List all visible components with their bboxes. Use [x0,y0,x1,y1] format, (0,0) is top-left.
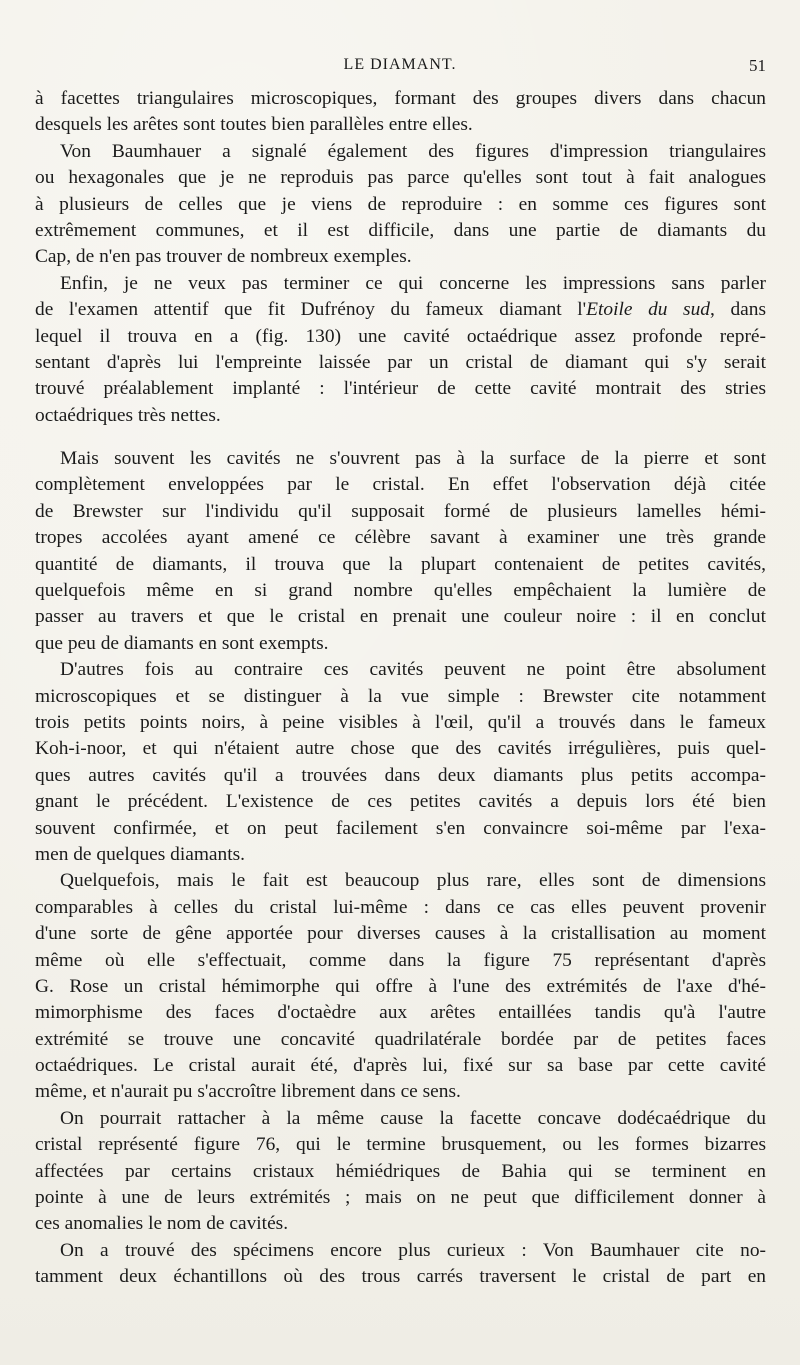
text-line: desquels les arêtes sont toutes bien parallèles entre elles. [35,114,473,136]
text-line: D'autres fois au contraire ces cavités peuvent ne point être absolument [60,659,766,681]
text-line: Cap, de n'en pas trouver de nombreux exemples. [35,246,412,268]
text-line: On a trouvé des spécimens encore plus curieux : Von Baumhauer cite no- [60,1239,766,1261]
text-line: à facettes triangulaires microscopiques, formant des groupes divers dans chacun [35,88,766,109]
text-line: souvent confirmée, et on peut facilement s'en convaincre soi-même par l'exa- [35,817,766,839]
text-line: ques autres cavités qu'il a trouvées dans deux diamants plus petits accompa- [35,764,766,786]
running-title: LE DIAMANT. [343,56,457,73]
text-line: même, et n'aurait pu s'accroître librement dans ce sens. [35,1081,461,1103]
text-line: de Brewster sur l'individu qu'il supposait formé de plusieurs lamelles hémi- [35,500,766,522]
text-line: comparables à celles du cristal lui-même : dans ce cas elles peuvent provenir [35,896,766,918]
text-line: ces anomalies le nom de cavités. [35,1213,289,1235]
text-line: microscopiques et se distinguer à la vue simple : Brewster cite notamment [35,685,766,707]
text-line: gnant le précédent. L'existence de ces petites cavités a depuis lors été bien [35,791,766,813]
text-line: tropes accolées ayant amené ce célèbre savant à examiner une très grande [35,527,766,549]
text-line: quantité de diamants, il trouva que la plupart contenaient de petites cavités, [35,553,766,575]
text-line: passer au travers et que le cristal en prenait une couleur noire : il en conclut [35,606,766,628]
text-line: tamment deux échantillons où des trous carrés traversent le cristal de part en [35,1266,766,1288]
text-line: que peu de diamants en sont exempts. [35,632,329,654]
text-line: extrêmement communes, et il est difficile, dans une partie de diamants du [35,219,766,241]
text-line: Mais souvent les cavités ne s'ouvrent pas à la surface de la pierre et sont [60,448,766,470]
text-fragment: , dans [710,299,766,321]
text-line: même où elle s'effectuait, comme dans la figure 75 représentant d'après [35,949,766,971]
text-line [35,297,766,323]
text-line: ou hexagonales que je ne reproduis pas parce qu'elles sont tout à fait analogues [35,167,766,189]
text-line: octaédriques très nettes. [35,404,221,426]
text-line: mimorphisme des faces d'octaèdre aux arêtes entaillées tandis qu'à l'autre [35,1002,766,1024]
text-line: cristal représenté figure 76, qui le termine brusquement, ou les formes bizarres [35,1134,766,1156]
italic-star-name: Etoile du sud [586,299,710,321]
running-head [0,56,800,82]
text-line: extrémité se trouve une concavité quadrilatérale bordée par de petites faces [35,1028,766,1050]
text-line: quelquefois même en si grand nombre qu'elles empêchaient la lumière de [35,580,766,602]
text-line: pointe à une de leurs extrémités ; mais on ne peut que difficilement donner à [35,1187,766,1209]
page-number: 51 [749,56,766,75]
text-line: On pourrait rattacher à la même cause la facette concave dodécaédrique du [60,1107,766,1129]
text-fragment: de l'examen attentif que fit Dufrénoy du fameux diamant l' [35,299,587,321]
text-line: d'une sorte de gêne apportée pour diverses causes à la cristallisation au moment [35,923,766,945]
text-line: Quelquefois, mais le fait est beaucoup plus rare, elles sont de dimensions [60,870,766,892]
text-line: affectées par certains cristaux hémiédriques de Bahia qui se terminent en [35,1160,766,1182]
text-line: Koh-i-noor, et qui n'étaient autre chose que des cavités irrégulières, puis quel- [35,738,766,760]
text-line: men de quelques diamants. [35,843,246,865]
text-line: Von Baumhauer a signalé également des figures d'impression triangulaires [60,140,766,162]
body-text [35,86,766,1291]
text-line: trouvé préalablement implanté : l'intérieur de cette cavité montrait des stries [35,378,766,400]
text-line: à plusieurs de celles que je viens de reproduire : en somme ces figures sont [35,193,766,215]
text-line: trois petits points noirs, à peine visibles à l'œil, qu'il a trouvés dans le fameux [35,711,766,733]
text-line: G. Rose un cristal hémimorphe qui offre à l'une des extrémités de l'axe d'hé- [35,975,766,997]
text-line: lequel il trouva en a (fig. 130) une cavité octaédrique assez profonde repré- [35,325,766,347]
text-line: complètement enveloppées par le cristal. En effet l'observation déjà citée [35,474,766,496]
text-line: sentant d'après lui l'empreinte laissée par un cristal de diamant qui s'y serait [35,351,766,373]
text-line: Enfin, je ne veux pas terminer ce qui concerne les impressions sans parler [60,272,766,294]
text-line: octaédriques. Le cristal aurait été, d'après lui, fixé sur sa base par cette cavité [35,1055,766,1077]
